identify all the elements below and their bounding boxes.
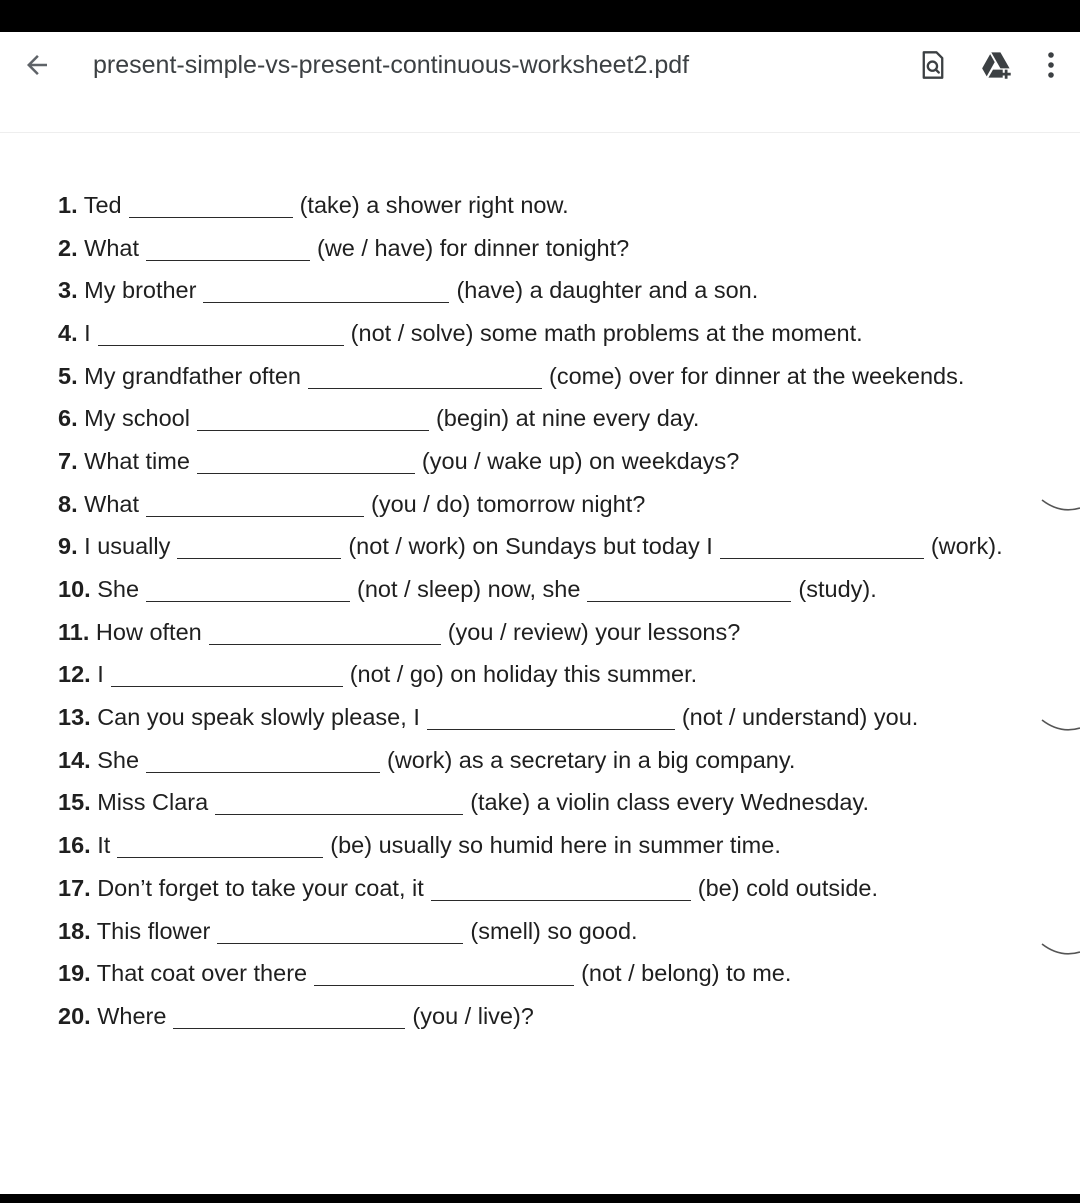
- answer-blank[interactable]: [215, 790, 463, 815]
- exercise-number: 13.: [58, 704, 91, 731]
- exercise-prefix: My grandfather often: [77, 362, 301, 389]
- exercise-prefix: That coat over there: [90, 960, 308, 987]
- exercise-row: [58, 867, 1058, 910]
- exercise-row: [58, 782, 1058, 825]
- exercise-prefix: Don’t forget to take your coat, it: [90, 874, 424, 901]
- exercise-verb-hint-2: (work).: [930, 533, 1003, 560]
- answer-blank[interactable]: [117, 833, 323, 858]
- find-in-page-icon: [919, 50, 947, 80]
- exercise-number: 9.: [58, 533, 78, 560]
- answer-blank[interactable]: [308, 364, 542, 389]
- exercise-verb-hint: (be) usually so humid here in summer time.: [330, 832, 781, 859]
- answer-blank[interactable]: [98, 321, 344, 346]
- exercise-row: [58, 227, 1058, 270]
- add-to-drive-button[interactable]: [978, 46, 1016, 84]
- exercise-number: 11.: [58, 618, 90, 645]
- exercise-row: [58, 696, 1058, 739]
- answer-blank[interactable]: [146, 748, 380, 773]
- exercise-row: [58, 312, 1058, 355]
- exercise-number: 14.: [58, 746, 91, 773]
- exercise-verb-hint: (have) a daughter and a son.: [456, 277, 759, 304]
- exercise-verb-hint: (you / wake up) on weekdays?: [421, 447, 740, 474]
- answer-blank[interactable]: [146, 492, 364, 517]
- exercise-number: 6.: [58, 405, 78, 432]
- exercise-number: 2.: [58, 234, 78, 261]
- exercise-number: 4.: [58, 319, 78, 346]
- exercise-verb-hint: (not / belong) to me.: [581, 960, 792, 987]
- exercise-prefix: She: [90, 746, 140, 773]
- answer-blank[interactable]: [431, 876, 691, 901]
- answer-blank[interactable]: [427, 705, 675, 730]
- answer-blank[interactable]: [720, 534, 924, 559]
- page-edge-curl: [1040, 716, 1080, 736]
- exercise-row: [58, 952, 1058, 995]
- status-bar: [0, 0, 1080, 32]
- exercise-row: [58, 184, 1058, 227]
- exercise-row: [58, 824, 1058, 867]
- exercise-verb-hint: (come) over for dinner at the weekends.: [549, 362, 965, 389]
- answer-blank[interactable]: [197, 406, 429, 431]
- more-options-button[interactable]: [1032, 46, 1070, 84]
- exercise-verb-hint: (take) a shower right now.: [299, 191, 569, 218]
- exercise-number: 17.: [58, 874, 91, 901]
- answer-blank[interactable]: [197, 449, 415, 474]
- exercise-verb-hint: (not / work) on Sundays but today I: [348, 533, 713, 560]
- drive-add-icon: [981, 50, 1013, 80]
- exercise-row: [58, 526, 1058, 569]
- exercise-verb-hint: (not / understand) you.: [681, 704, 919, 731]
- exercise-number: 15.: [58, 789, 91, 816]
- exercise-number: 10.: [58, 576, 91, 603]
- exercise-verb-hint: (be) cold outside.: [697, 874, 879, 901]
- exercise-verb-hint-2: (study).: [798, 576, 877, 603]
- back-button[interactable]: [20, 48, 54, 82]
- exercise-number: 20.: [58, 1002, 91, 1029]
- exercise-prefix: How often: [89, 618, 202, 645]
- exercise-prefix: Miss Clara: [90, 789, 209, 816]
- page-edge-curl: [1040, 940, 1080, 960]
- exercise-number: 18.: [58, 917, 91, 944]
- exercise-number: 7.: [58, 447, 78, 474]
- exercise-prefix: I: [90, 661, 104, 688]
- document-title: present-simple-vs-present-continuous-worksheet2.pdf: [93, 51, 690, 79]
- exercise-prefix: It: [90, 832, 111, 859]
- more-vert-icon: [1046, 51, 1056, 79]
- find-in-page-button[interactable]: [914, 46, 952, 84]
- answer-blank[interactable]: [146, 236, 310, 261]
- answer-blank[interactable]: [203, 278, 449, 303]
- answer-blank[interactable]: [587, 577, 791, 602]
- exercise-number: 19.: [58, 960, 91, 987]
- exercise-row: [58, 397, 1058, 440]
- exercise-verb-hint: (not / solve) some math problems at the moment.: [350, 319, 863, 346]
- exercise-verb-hint: (we / have) for dinner tonight?: [317, 234, 630, 261]
- exercise-prefix: What: [77, 490, 139, 517]
- exercise-number: 5.: [58, 362, 78, 389]
- exercise-prefix: Can you speak slowly please, I: [90, 704, 420, 731]
- exercise-number: 16.: [58, 832, 91, 859]
- exercise-prefix: Where: [90, 1002, 167, 1029]
- answer-blank[interactable]: [217, 919, 463, 944]
- exercise-row: [58, 355, 1058, 398]
- exercise-verb-hint: (take) a violin class every Wednesday.: [470, 789, 869, 816]
- answer-blank[interactable]: [146, 577, 350, 602]
- exercise-number: 12.: [58, 661, 91, 688]
- exercise-verb-hint: (work) as a secretary in a big company.: [387, 746, 796, 773]
- answer-blank[interactable]: [173, 1004, 405, 1029]
- exercise-verb-hint: (not / go) on holiday this summer.: [349, 661, 698, 688]
- exercise-prefix: My brother: [77, 277, 197, 304]
- exercise-prefix: What time: [77, 447, 190, 474]
- navigation-bar: [0, 1194, 1080, 1203]
- exercise-prefix: What: [77, 234, 139, 261]
- exercise-number: 3.: [58, 277, 78, 304]
- exercise-prefix: She: [90, 576, 140, 603]
- exercise-row: [58, 269, 1058, 312]
- exercise-verb-hint: (begin) at nine every day.: [435, 405, 700, 432]
- worksheet-content: [58, 184, 1058, 1038]
- exercise-verb-hint: (smell) so good.: [470, 917, 638, 944]
- exercise-verb-hint: (you / live)?: [412, 1002, 534, 1029]
- exercise-row: [58, 739, 1058, 782]
- exercise-row: [58, 910, 1058, 953]
- exercise-row: [58, 483, 1058, 526]
- exercise-verb-hint: (you / do) tomorrow night?: [371, 490, 646, 517]
- exercise-prefix: This flower: [90, 917, 211, 944]
- exercise-prefix: I usually: [77, 533, 171, 560]
- answer-blank[interactable]: [177, 534, 341, 559]
- answer-blank[interactable]: [314, 961, 574, 986]
- exercise-row: [58, 995, 1058, 1038]
- exercise-prefix: My school: [77, 405, 190, 432]
- exercise-number: 1.: [58, 191, 78, 218]
- exercise-row: [58, 654, 1058, 697]
- exercise-prefix: Ted: [77, 191, 122, 218]
- page-edge-curl: [1040, 496, 1080, 516]
- exercise-verb-hint: (not / sleep) now, she: [357, 576, 581, 603]
- answer-blank[interactable]: [209, 620, 441, 645]
- answer-blank[interactable]: [129, 193, 293, 218]
- exercise-row: [58, 440, 1058, 483]
- exercise-row: [58, 611, 1058, 654]
- arrow-back-icon: [22, 50, 52, 80]
- exercise-number: 8.: [58, 490, 78, 517]
- exercise-verb-hint: (you / review) your lessons?: [447, 618, 741, 645]
- exercise-row: [58, 568, 1058, 611]
- answer-blank[interactable]: [111, 662, 343, 687]
- exercise-prefix: I: [77, 319, 91, 346]
